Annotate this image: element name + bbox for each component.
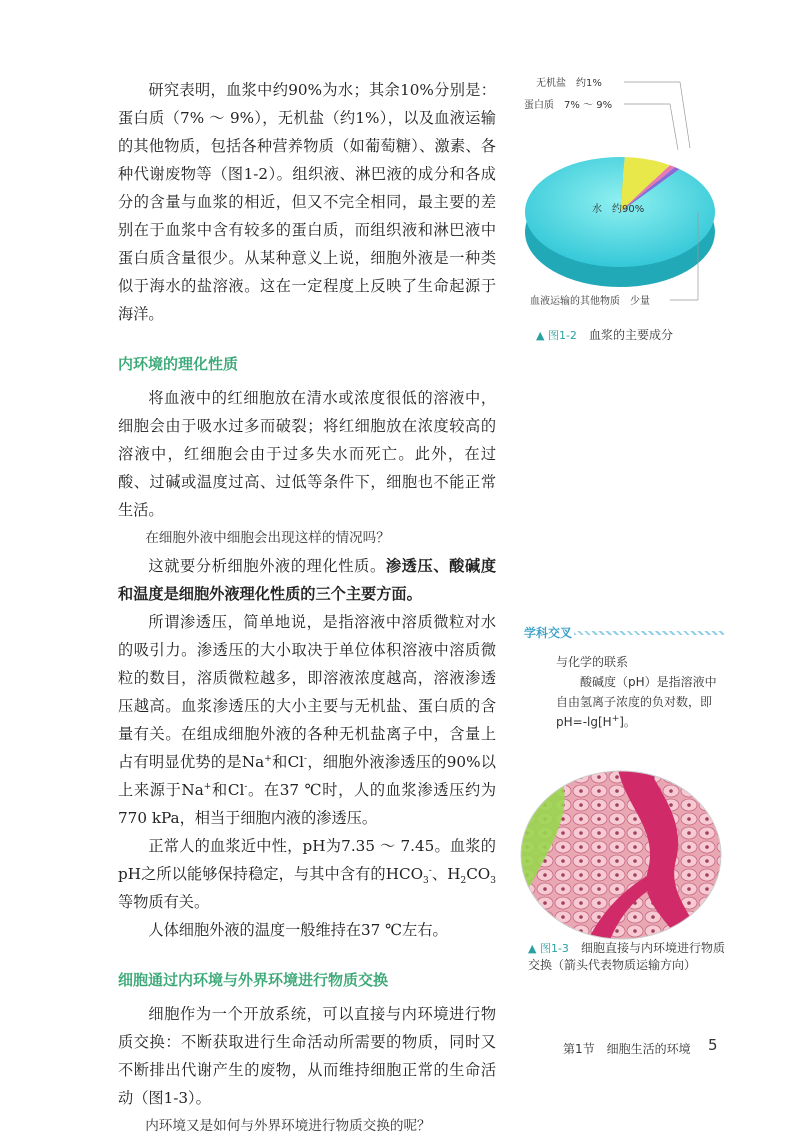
sidebar-subtitle: 与化学的联系 (556, 655, 629, 669)
figure-1-3-caption (528, 940, 728, 974)
paragraph: 人体细胞外液的温度一般维持在37 ℃左右。 (148, 921, 448, 939)
main-text (118, 76, 496, 1140)
caption-text: 细胞直接与内环境进行物质交换（箭头代表物质运输方向） (528, 941, 725, 972)
paragraph: 这就要分析细胞外液的理化性质。渗透压、酸碱度和温度是细胞外液理化性质的三个主要方面。 (118, 557, 497, 603)
caption-text: 血浆的主要成分 (588, 328, 673, 342)
plasma-pie-chart (520, 72, 730, 322)
section-heading: 内环境的理化性质 (118, 355, 239, 373)
decorative-line (574, 631, 724, 635)
cell-exchange-illustration (518, 770, 724, 940)
sidebar-text: 酸碱度（pH）是指溶液中自由氢离子浓度的负对数，即pH=-lg[H+]。 (556, 675, 717, 729)
paragraph: 所谓渗透压，简单地说，是指溶液中溶质微粒对水的吸引力。渗透压的大小取决于单位体积溶液中溶质微粒的数目，溶质微粒越多，即溶液浓度越高，溶液渗透压越高。血浆渗透压的大小主要与无机盐、蛋白质的含量有关。在组成细胞外液的各种无机盐离子中，含量上占有明显优势的是Na+和Cl-，细胞外液渗透压的90%以上来源于Na+和Cl-。在37 ℃时，人的血浆渗透压约为770 kPa，相当于细胞内液的渗透压。 (118, 613, 497, 827)
paragraph: 将血液中的红细胞放在清水或浓度很低的溶液中，细胞会由于吸水过多而破裂；将红细胞放在浓度较高的溶液中，红细胞会由于过多失水而死亡。此外，在过酸、过碱或温度过高、过低等条件下，细胞也不能正常生活。 (118, 389, 496, 519)
paragraph: 细胞作为一个开放系统，可以直接与内环境进行物质交换：不断获取进行生命活动所需要的物质，同时又不断排出代谢产生的废物，从而维持细胞正常的生命活动（图1-3）。 (118, 1005, 496, 1107)
section-heading: 细胞通过内环境与外界环境进行物质交换 (118, 971, 389, 989)
label-other: 血液运输的其他物质 少量 (530, 296, 650, 307)
leader-inorganic-2 (680, 82, 690, 148)
label-protein: 蛋白质 7% ～ 9% (524, 100, 613, 111)
subject-cross-box (524, 622, 724, 642)
paragraph: 研究表明，血浆中约90%为水；其余10%分别是：蛋白质（7% ～ 9%），无机盐（约1%），以及血液运输的其他物质，包括各种营养物质（如葡萄糖）、激素、各种代谢废物等（图1-2）。组织液、淋巴液的成分和各成分的含量与血浆的相近，但又不完全相同，最主要的差别在于血浆中含有较多的蛋白质，而组织液和淋巴液中蛋白质含量很少。从某种意义上说，细胞外液是一种类似于海水的盐溶液。这在一定程度上反映了生命起源于海洋。 (118, 81, 496, 323)
leader-protein-2 (670, 104, 678, 150)
bold-text: 渗透压、酸碱度和温度是细胞外液理化性质的三个主要方面。 (118, 557, 497, 603)
label-inorganic: 无机盐 约1% (536, 78, 602, 89)
page-number: 5 (708, 1036, 718, 1054)
footer-section: 第1节 细胞生活的环境 (563, 1042, 691, 1056)
paragraph: 正常人的血浆近中性，pH为7.35 ～ 7.45。血浆的pH之所以能够保持稳定，与其中含有的$HCO_3^-$、$H_2CO_3$等物质有关。 (118, 837, 496, 911)
figure-1-2-caption (536, 326, 673, 343)
figure-tag: ▲ 图1-2 (536, 329, 577, 342)
label-water: 水 约90% (592, 204, 645, 215)
question: 在细胞外液中细胞会出现这样的情况吗？ (145, 530, 390, 546)
question: 内环境又是如何与外界环境进行物质交换的呢？ (145, 1118, 431, 1134)
subject-cross-title: 学科交叉 (524, 626, 573, 640)
figure-tag: ▲ 图1-3 (528, 942, 569, 955)
